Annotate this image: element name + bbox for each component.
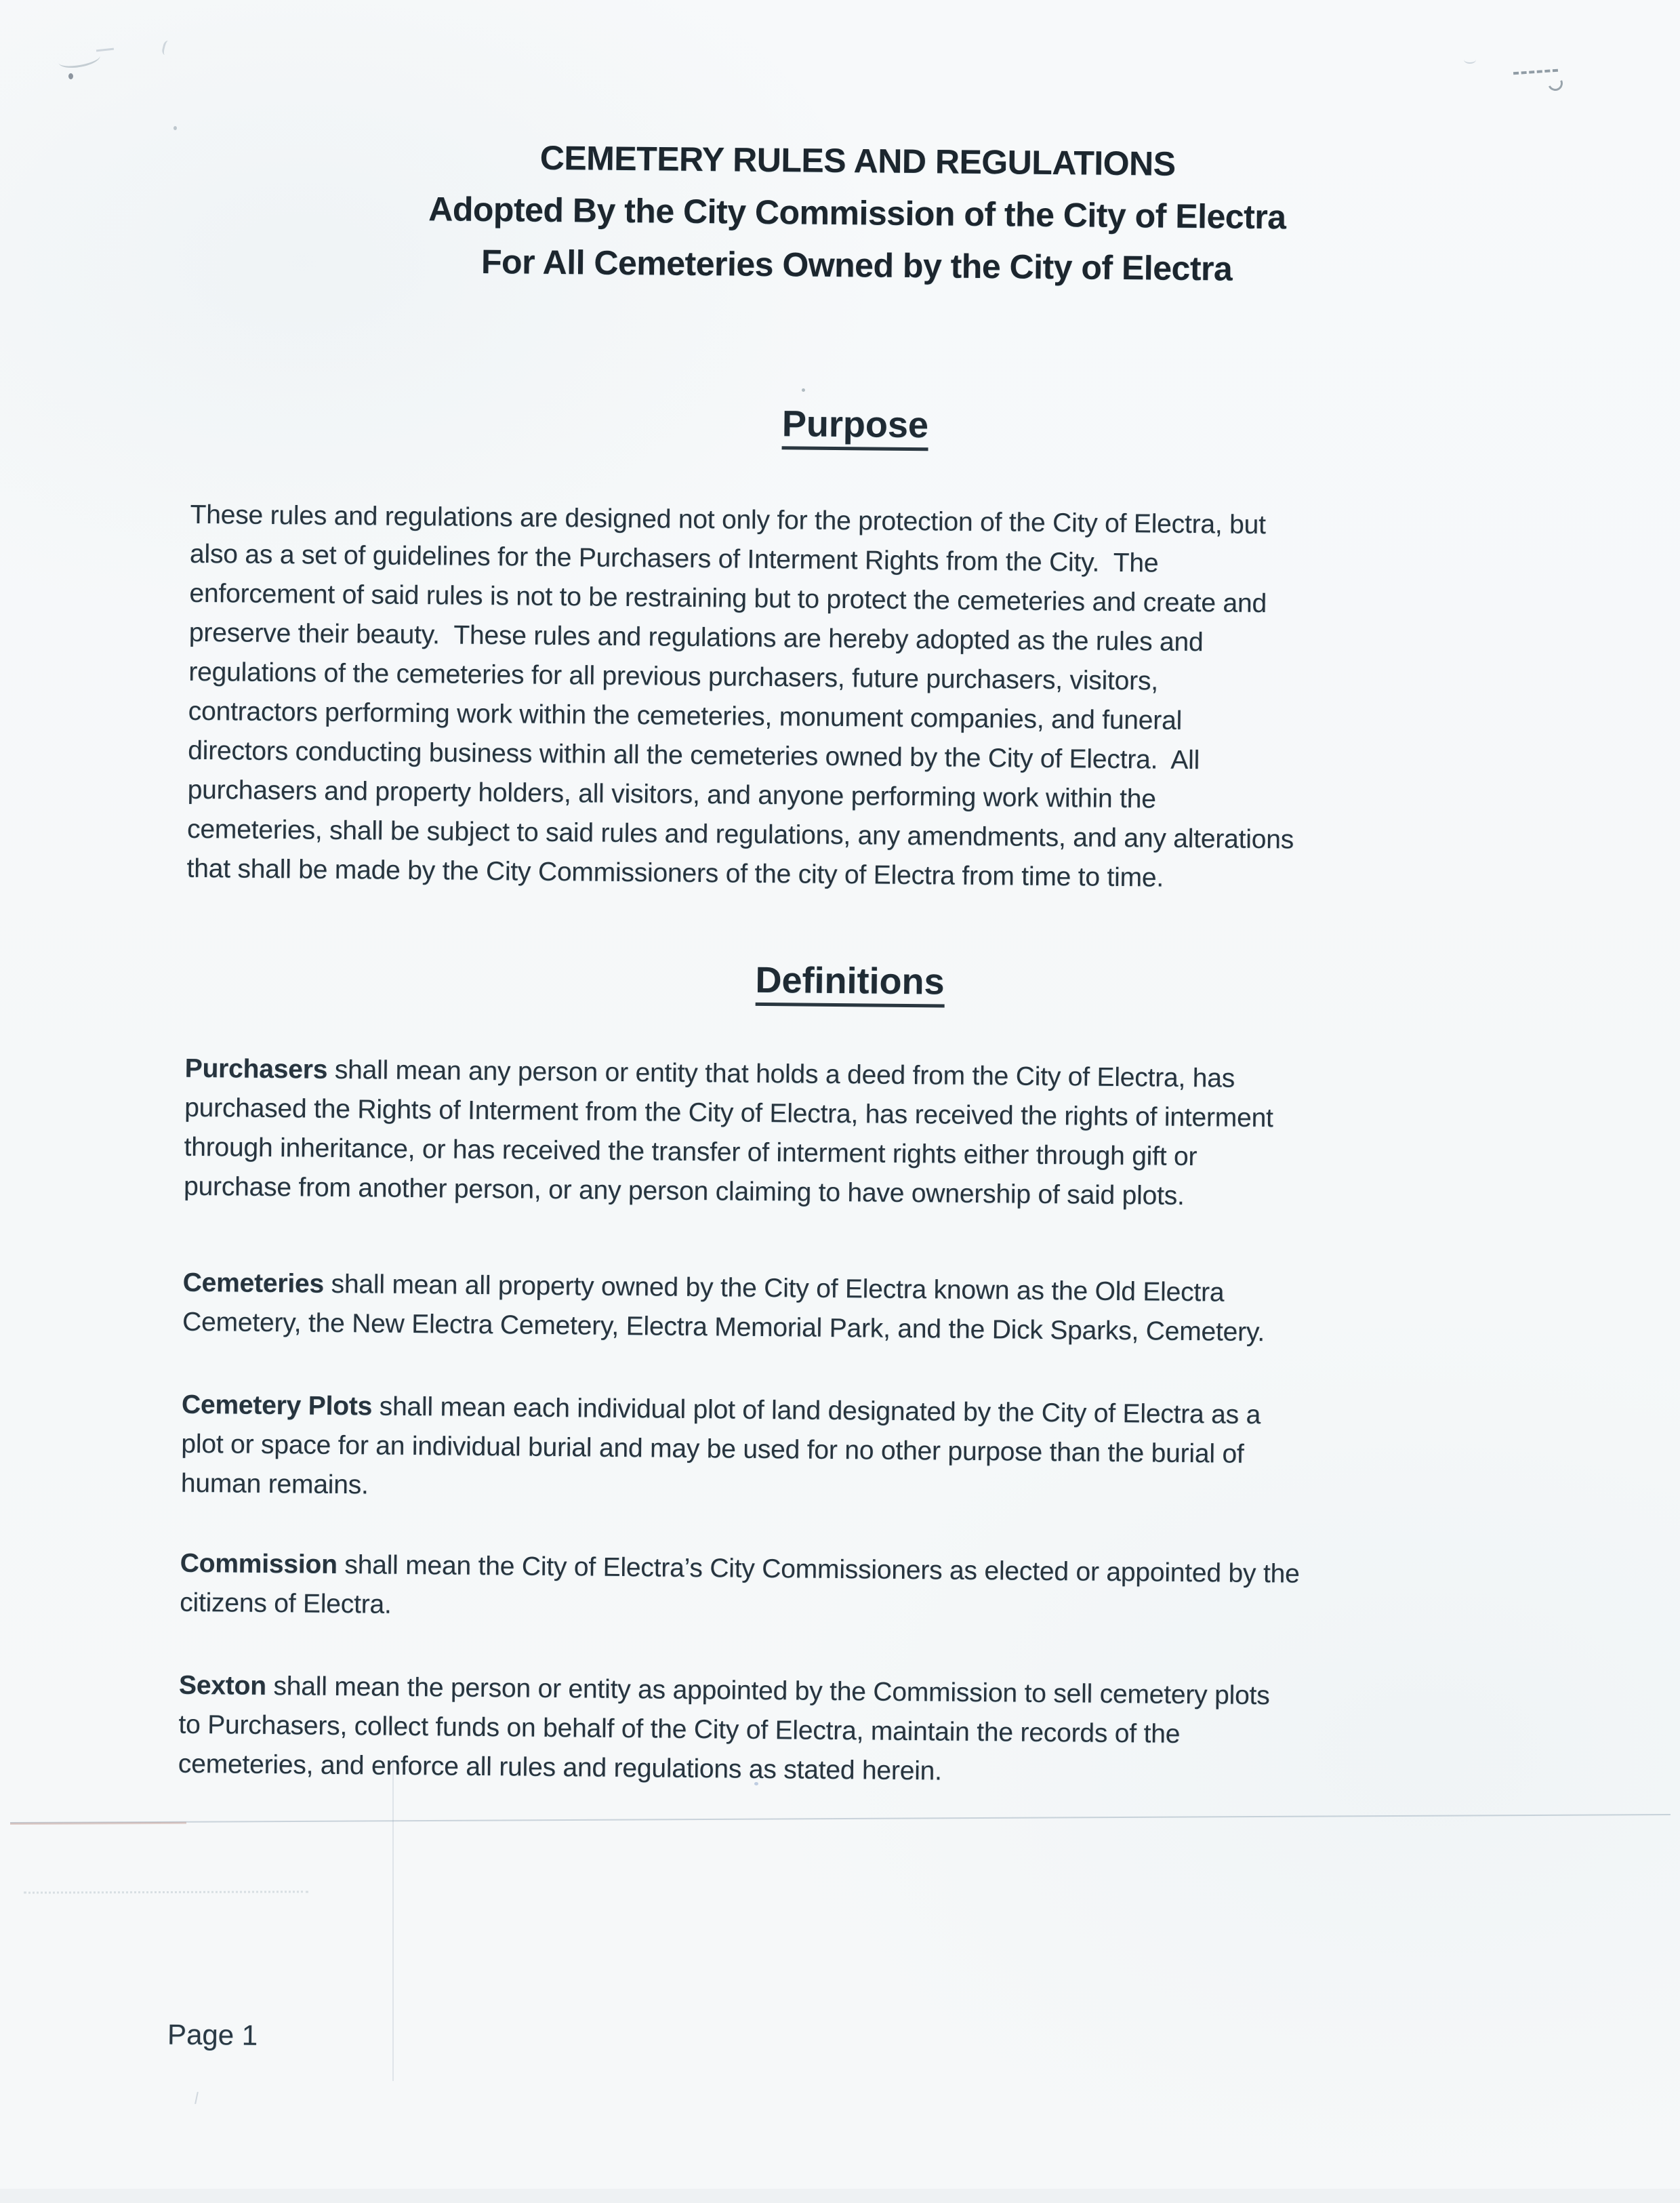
paragraph-line: These rules and regulations are designed not only for the protection of the City of Electra, but <box>190 500 1266 540</box>
paragraph-line: through inheritance, or has received the transfer of interment rights either through gift or <box>184 1132 1197 1172</box>
definitions-heading: Definitions <box>189 954 1511 1009</box>
paragraph-line: to Purchasers, collect funds on behalf of the City of Electra, maintain the records of the <box>178 1710 1181 1749</box>
paragraph-text: shall mean the City of Electra’s City Commissioners as elected or appointed by the <box>337 1550 1300 1589</box>
paragraph-line: also as a set of guidelines for the Purchasers of Interment Rights from the City. The <box>189 539 1159 578</box>
paragraph-line: citizens of Electra. <box>179 1588 392 1619</box>
purpose-heading: Purpose <box>194 397 1517 452</box>
paragraph-line: cemeteries, and enforce all rules and regulations as stated herein. <box>178 1749 942 1786</box>
definition-commission <box>180 1544 1536 1636</box>
definition-term: Purchasers <box>184 1053 328 1085</box>
title-line-1: CEMETERY RULES AND REGULATIONS <box>539 138 1176 183</box>
page-number: Page 1 <box>167 2018 258 2051</box>
paragraph-line: contractors performing work within the cemeteries, monument companies, and funeral <box>188 696 1183 735</box>
paragraph-line: Cemetery, the New Electra Cemetery, Electra Memorial Park, and the Dick Sparks, Cemetery. <box>182 1307 1265 1348</box>
paragraph-line: purchase from another person, or any person claiming to have ownership of said plots. <box>183 1171 1185 1211</box>
definition-term: Commission <box>180 1548 337 1579</box>
paragraph-line: human remains. <box>180 1468 369 1500</box>
definition-sexton <box>178 1666 1535 1797</box>
paragraph-text: shall mean each individual plot of land designated by the City of Electra as a <box>371 1392 1261 1430</box>
definition-purchasers <box>184 1049 1540 1219</box>
title-line-3: For All Cemeteries Owned by the City of Electra <box>480 242 1233 288</box>
paragraph-text: shall mean all property owned by the City of Electra known as the Old Electra <box>323 1269 1225 1308</box>
paragraph-line: cemeteries, shall be subject to said rules and regulations, any amendments, and any alterations <box>186 814 1294 855</box>
definition-term: Cemetery Plots <box>181 1390 373 1421</box>
paragraph-line: preserve their beauty. These rules and regulations are hereby adopted as the rules and <box>188 618 1204 658</box>
title-line-2: Adopted By the City Commission of the City of Electra <box>428 190 1286 237</box>
purpose-paragraph <box>186 496 1545 902</box>
definition-term: Cemeteries <box>182 1268 325 1299</box>
paragraph-text: shall mean the person or entity as appointed by the Commission to sell cemetery plots <box>266 1671 1270 1711</box>
paragraph-line: that shall be made by the City Commissioners of the city of Electra from time to time. <box>186 853 1164 893</box>
paragraph-line: purchasers and property holders, all visitors, and anyone performing work within the <box>187 775 1156 814</box>
paragraph-line: plot or space for an individual burial and may be used for no other purpose than the burial of <box>181 1429 1244 1469</box>
paragraph-text: shall mean any person or entity that holds a deed from the City of Electra, has <box>327 1055 1235 1093</box>
paragraph-line: purchased the Rights of Interment from the City of Electra, has received the rights of interment <box>184 1093 1273 1133</box>
document-title <box>40 127 1675 300</box>
paragraph-line: enforcement of said rules is not to be restraining but to protect the cemeteries and create and <box>189 578 1267 619</box>
definition-term: Sexton <box>178 1670 267 1701</box>
definition-cemeteries <box>182 1264 1538 1355</box>
paragraph-line: regulations of the cemeteries for all previous purchasers, future purchasers, visitors, <box>188 657 1159 696</box>
paragraph-line: directors conducting business within all the cemeteries owned by the City of Electra. All <box>188 735 1200 775</box>
definition-cemetery-plots <box>181 1386 1538 1516</box>
